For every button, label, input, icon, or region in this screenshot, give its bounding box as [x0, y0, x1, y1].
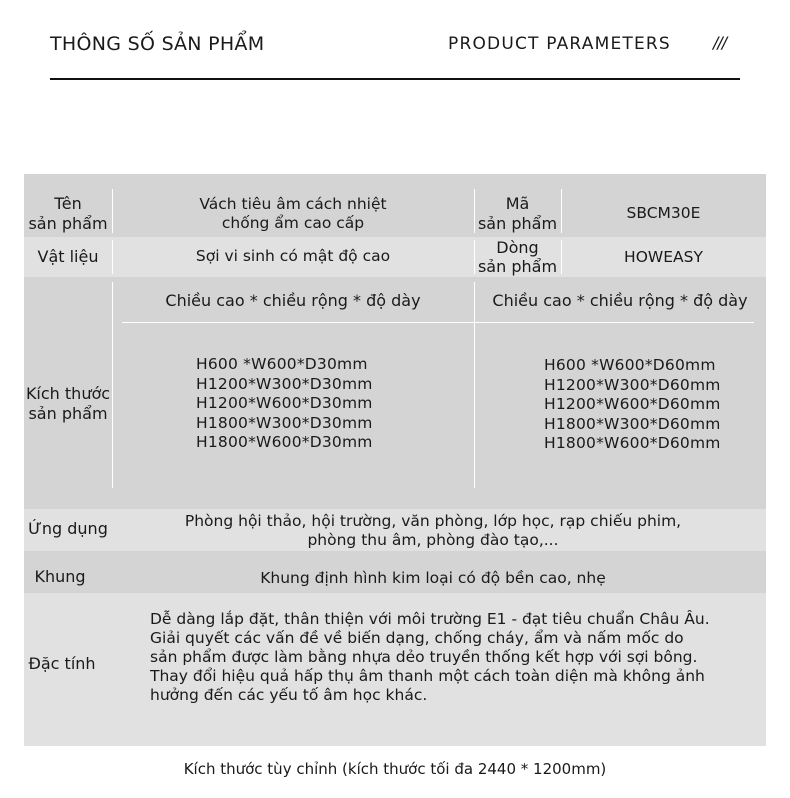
value-frame: Khung định hình kim loại có độ bền cao, nhẹ	[260, 569, 606, 587]
feature-line: sản phẩm được làm bằng nhựa dẻo truyền thống kết hợp với sợi bông.	[150, 648, 698, 666]
size-item: H1200*W300*D60mm	[544, 375, 721, 394]
label-product-series	[474, 238, 561, 276]
value-material: Sợi vi sinh có mật độ cao	[195, 247, 391, 265]
label-material: Vật liệu	[37, 247, 99, 266]
value-product-name-line2: chống ẩm cao cấp	[221, 214, 365, 232]
size-item: H1200*W600*D30mm	[196, 394, 373, 412]
decorative-slashes: ///	[713, 33, 727, 52]
size-item: H1200*W300*D30mm	[196, 374, 373, 393]
size-item: H600 *W600*D60mm	[544, 356, 716, 374]
label-product-code	[474, 194, 561, 234]
value-features	[150, 610, 760, 705]
size-item: H1800*W300*D30mm	[196, 413, 373, 432]
value-application-line1: Phòng hội thảo, hội trường, văn phòng, lớp học, rạp chiếu phim,	[184, 512, 682, 530]
page-title-vietnamese: THÔNG SỐ SẢN PHẨM	[50, 33, 265, 55]
size-item: H1800*W300*D60mm	[544, 414, 721, 433]
value-application-line2: phòng thu âm, phòng đào tạo,...	[307, 531, 559, 549]
value-product-code: SBCM30E	[626, 204, 701, 222]
label-frame: Khung	[34, 567, 86, 586]
size-item: H1200*W600*D60mm	[544, 395, 721, 413]
value-product-name	[112, 195, 474, 233]
feature-line: Thay đổi hiệu quả hấp thụ âm thanh một cách toàn diện mà không ảnh	[150, 667, 705, 685]
label-product-name-line1: Tên	[54, 194, 82, 213]
label-features: Đặc tính	[28, 654, 96, 673]
page-title-english: PRODUCT PARAMETERS	[448, 34, 671, 54]
value-application	[112, 512, 754, 550]
size-list-30mm	[196, 355, 373, 453]
feature-line: Giải quyết các vấn đề về biến dạng, chống cháy, ẩm và nấm mốc do	[150, 629, 684, 647]
size-heading-left: Chiều cao * chiều rộng * độ dày	[165, 291, 421, 310]
label-product-name-line2: sản phẩm	[28, 214, 108, 233]
feature-line: hưởng đến các yếu tố âm học khác.	[150, 686, 428, 704]
size-list-60mm	[544, 356, 721, 454]
value-product-name-line1: Vách tiêu âm cách nhiệt	[199, 195, 387, 213]
divider-size-heading	[122, 322, 754, 323]
feature-line: Dễ dàng lắp đặt, thân thiện với môi trường E1 - đạt tiêu chuẩn Châu Âu.	[150, 610, 710, 628]
divider-size-columns	[474, 282, 475, 488]
size-item: H1800*W600*D30mm	[196, 433, 373, 451]
custom-size-note: Kích thước tùy chỉnh (kích thước tối đa 2440 * 1200mm)	[183, 760, 607, 778]
label-product-series-line1: Dòng	[496, 238, 539, 257]
header-divider	[50, 78, 740, 80]
size-item: H600 *W600*D30mm	[196, 355, 368, 373]
label-product-name	[24, 194, 112, 234]
label-product-size-line1: Kích thước	[25, 384, 111, 403]
label-product-size	[20, 384, 116, 424]
label-product-size-line2: sản phẩm	[28, 404, 108, 423]
size-heading-right: Chiều cao * chiều rộng * độ dày	[492, 291, 748, 310]
label-product-series-line2: sản phẩm	[477, 257, 558, 276]
label-product-code-line1: Mã	[505, 194, 530, 213]
value-product-series: HOWEASY	[624, 248, 703, 266]
size-item: H1800*W600*D60mm	[544, 434, 721, 452]
label-product-code-line2: sản phẩm	[477, 214, 558, 233]
label-application: Ứng dụng	[28, 519, 108, 538]
